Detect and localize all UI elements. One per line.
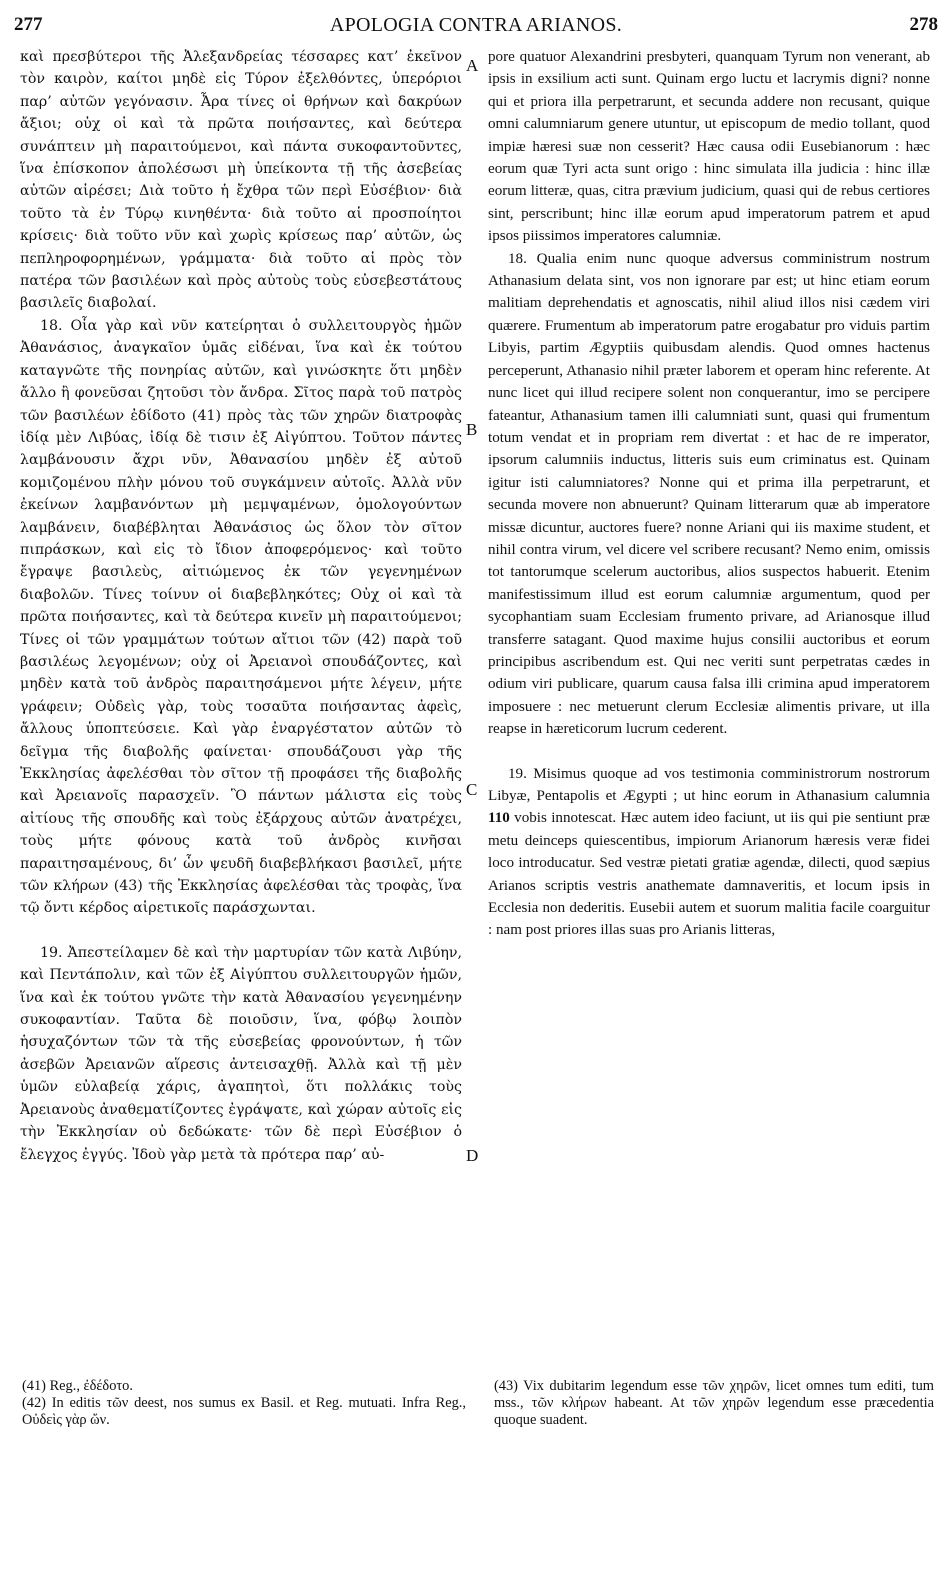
page-number-right: 278 — [909, 14, 938, 35]
page-number-left: 277 — [14, 14, 43, 35]
latin-paragraph-19 — [488, 763, 930, 942]
running-title: APOLOGIA CONTRA ARIANOS. — [329, 14, 623, 36]
greek-paragraph-18: 18. Οἷα γὰρ καὶ νῦν κατείρηται ὁ συλλειτουργὸς ἡμῶν Ἀθανάσιος, ἀναγκαῖον ὑμᾶς εἰδέναι, ἵνα καὶ ἐκ τούτου καταγνῶτε τῆς πονηρίας αὐτῶν, καὶ γινώσκητε ὅτι μηδὲν ἄλλο ἢ φονεῦσαι ζητοῦσι τὸν ἄνδρα. Σῖτος παρὰ τοῦ πατρὸς τῶν βασιλέων ἐδίδοτο (41) πρὸς τὰς τῶν χηρῶν διατροφὰς ἰδίᾳ μὲν Λιβύας, ἰδίᾳ δὲ τισιν ἐξ Αἰγύπτου. Τοῦτον πάντες λαμβάνουσιν ἄχρι νῦν, Ἀθανασίου μηδὲν ἐξ αὐτοῦ κομιζομένου πλὴν μόνου τοῦ συγκάμνειν αὐτοῖς. Ἀλλὰ νῦν ἐκείνων λαμβανόντων μὴ μεμψαμένων, ὁμολογούντων λαμβάνειν, διαβέβληται Ἀθανάσιος ὡς ὅλον τὸν σῖτον πιπράσκων, καὶ εἰς τὸ ἴδιον ἀποφερόμενος· καὶ τοῦτο ἔγραψε βασιλεὺς, αἰτιώμενος ἐκ τῶν γεγενημένων διαβολῶν. Τίνες τοίνυν οἱ διαβεβληκότες; Οὐχ οἱ καὶ τὰ πρῶτα ποιήσαντες, καὶ τὰ δεύτερα κινεῖν μὴ παραιτούμενοι; Τίνες οἱ τῶν γραμμάτων τούτων αἴτιοι τῶν (42) παρὰ τοῦ βασιλέως λεγομένων; οὐχ οἱ Ἀρειανοὶ σπουδάζοντες, καὶ μηδὲν κατὰ τοῦ ἀνδρὸς παραιτησάμενοι μήτε λέγειν, μήτε γράφειν; Οὐδεὶς γὰρ, τοὺς τοσαῦτα ποιήσαντας ἀφεὶς, ἄλλους ὑποπτεύσειε. Καὶ γὰρ ἐναργέστατον αὐτῶν τὸ δεῖγμα τῆς διαβολῆς φαίνεται· σπουδάζουσι γὰρ τῆς Ἐκκλησίας ἀφελέσθαι τὸν σῖτον τῇ προφάσει τῆς διαβολῆς καὶ Ἀρειανοῖς παρασχεῖν. Ὃ πάντων μάλιστα εἰς τοὺς αἰτίους τῆς σπουδῆς καὶ τοὺς ἐξάρχους αὐτῶν ἀνατρέχει, τοὺς μήτε φόνους κατὰ τοῦ ἀνδρὸς κινῆσαι παραιτησαμένους, δι’ ὧν ψευδῆ διαβεβλήκασι βασιλεῖ, μήτε τῶν κλήρων (43) τῆς Ἐκκλησίας ἀφελέσθαι τὰς τροφὰς, ἵνα τῷ ὄντι κέρδος αἱρετικοῖς παράσχωνται. — [20, 317, 462, 917]
margin-letter-b: B — [466, 420, 478, 439]
margin-letter-d: D — [466, 1146, 479, 1165]
greek-paragraph-19: 19. Ἀπεστείλαμεν δὲ καὶ τὴν μαρτυρίαν τῶν κατὰ Λιβύην, καὶ Πεντάπολιν, καὶ τῶν ἐξ Αἰγύπτου συλλειτουργῶν ἡμῶν, ἵνα καὶ ἐκ τούτου γνῶτε τὴν κατὰ Ἀθανασίου γεγενημένην συκοφαντίαν. Ταῦτα δὲ ποιοῦσιν, ἵνα, φόβῳ λοιπὸν ἡσυχαζόντων τῶν τὰ τῆς εὐσεβείας φρονούντων, ἡ τῶν ἀσεβῶν Ἀρειανῶν αἵρεσις ἀντεισαχθῇ. Ἀλλὰ καὶ τῇ μὲν ὑμῶν εὐλαβείᾳ χάρις, ἀγαπητοὶ, ὅτι πολλάκις τοὺς Ἀρειανοὺς ἀναθεματίζοντες ἐγράψατε, καὶ χώραν αὐτοῖς εἰς τὴν Ἐκκλησίαν οὐ δεδώκατε· τῶν δὲ περὶ Εὐσέβιον ὁ ἔλεγχος ἐγγύς. Ἰδοὺ γὰρ μετὰ τὰ πρότερα παρ’ αὐ- — [20, 944, 462, 1163]
latin-paragraph-19-start: 19. Misimus quoque ad vos testimonia comministrorum nostrorum Libyæ, Pentapolis et Ægypti ; ut hinc eorum in Athanasium calumnia — [488, 765, 930, 804]
latin-paragraph-1: pore quatuor Alexandrini presbyteri, quanquam Tyrum non venerant, ab ipsis in exsilium acti sunt. Quinam ergo luctu et lacrymis digni? nonne qui et priora illa perpetrarunt, et secunda addere non recusant, quique omni calumniarum genere utuntur, ut episcopum de medio tollant, quod impiæ hæresi suæ non cesserit? Hæc causa odii Eusebianorum : hæc eorum quæ Tyri acta sunt origo : hinc simulata illa judicia : hinc illæ eorum litteræ, quas, citra prævium judicium, quasi qui de rebus certiores sint, perscribunt; hinc illæ eorum apud imperatorum patrem et apud ipsos piissimos imperatores calumniæ. — [488, 49, 930, 245]
footnote-41: (41) Reg., ἐδέδοτο. — [22, 1378, 133, 1394]
margin-letter-a: A — [466, 56, 479, 75]
column-number: 110 — [488, 810, 510, 827]
greek-column — [20, 46, 462, 1166]
footnotes-left — [22, 1378, 466, 1429]
running-header — [14, 14, 938, 42]
latin-paragraph-18: 18. Qualia enim nunc quoque adversus comministrum nostrum Athanasium delata sint, vos non ignorare par est; ut hinc etiam eorum malitiam deprehendatis et agnoscatis, nihil aliud illos nisi cædem viri quærere. Frumentum ab imperatorum patre erogabatur pro viduis partim Libyis, partim Ægyptiis quibusdam alendis. Quod omnes hactenus perceperunt, Athanasio nihil præter laborem et operam hinc referente. At nunc licet qui illud recipere solent non conquerantur, imo se percipere fateantur, Athanasium tamen illi calumniati sunt, quasi qui frumentum totum vendat et in propriam rem divertat : et hac de re imperator, ipsorum calumniis inductus, litteris suis eum criminatus est. Quinam igitur isti calumniatores? Nonne qui et prima illa perpetrarunt, et secunda movere non abnuerunt? Quinam litterarum quæ ab imperatore missæ dicuntur, auctores fuere? nonne Ariani qui iis maxime student, et nihil contra virum, vel dicere vel scribere recusant? Nemo enim, omissis tot tantorumque scelerum auctoribus, alios suspectos habuerit. Etenim manifestissimum illud est eorum calumniæ argumentum, quod per sycophantiam suam Ecclesiam frumento privare, ad Arianosque illud transferre satagant. Quod maxime hujus consilii auctoribus et eorum principibus ascribendum est. Qui nec veriti sunt perpetratas cædes in odium viri publicare, quarum causa falsa illi crimina apud imperatorem imposuere : nec metuerunt clerum Ecclesiæ alimentis privare, ut illa reapse in hæreticorum lucrum cederent. — [488, 250, 930, 738]
footnote-42: (42) In editis τῶν deest, nos sumus ex Basil. et Reg. mutuati. Infra Reg., Οὐδεὶς γὰρ ὤν. — [22, 1395, 466, 1428]
margin-letter-c: C — [466, 780, 478, 799]
greek-paragraph-1: καὶ πρεσβύτεροι τῆς Ἀλεξανδρείας τέσσαρες κατ’ ἐκεῖνον τὸν καιρὸν, καίτοι μηδὲ εἰς Τύρον ἐξελθόντες, ὑπερόριοι παρ’ αὐτῶν γεγόνασιν. Ἆρα τίνες οἱ θρήνων καὶ δακρύων ἄξιοι; οὐχ οἱ καὶ τὰ πρῶτα ποιήσαντες, καὶ δεύτερα συνάπτειν μὴ παραιτούμενοι, καὶ πάντα συκοφαντοῦντες, ἵνα ἐπίσκοπον ἀπολέσωσι μὴ ὑπείκοντα τῇ τῆς ἀσεβείας αὐτῶν αἱρέσει; Διὰ τοῦτο ἡ ἔχθρα τῶν περὶ Εὐσέβιον· διὰ τοῦτο τὰ ἐν Τύρῳ κινηθέντα· διὰ τοῦτο αἱ προσποίητοι κρίσεις· διὰ τοῦτο νῦν καὶ χωρὶς κρίσεως παρ’ αὐτῶν, ὡς πεπληροφορημένων, γράμματα· διὰ τοῦτο αἱ πρὸς τὸν πατέρα τῶν βασιλέων καὶ πρὸς αὐτοὺς τοὺς εὐσεβεστάτους βασιλεῖς διαβολαί. — [20, 49, 462, 312]
footnotes-right — [494, 1378, 934, 1429]
latin-column — [488, 46, 930, 942]
latin-paragraph-19-end: vobis innotescat. Hæc autem ideo faciunt, ut iis qui pie sentiunt præ metu deinceps quiescentibus, impiorum Arianorum hæresis veræ fidei loco introducatur. Sed vestræ pietati gratiæ agendæ, dilecti, quod sæpius Arianos scriptis vestris anathemate damnaveritis, et locum ipsis in Ecclesia non dederitis. Eusebii autem et suorum malitia facile coarguitur : nam post priores illas suas pro Arianis litteras, — [488, 810, 930, 939]
footnote-43: (43) Vix dubitarim legendum esse τῶν χηρῶν, licet omnes tum editi, tum mss., τῶν κλήρων habeant. At τῶν χηρῶν legendum esse præcedentia quoque suadent. — [494, 1378, 934, 1428]
